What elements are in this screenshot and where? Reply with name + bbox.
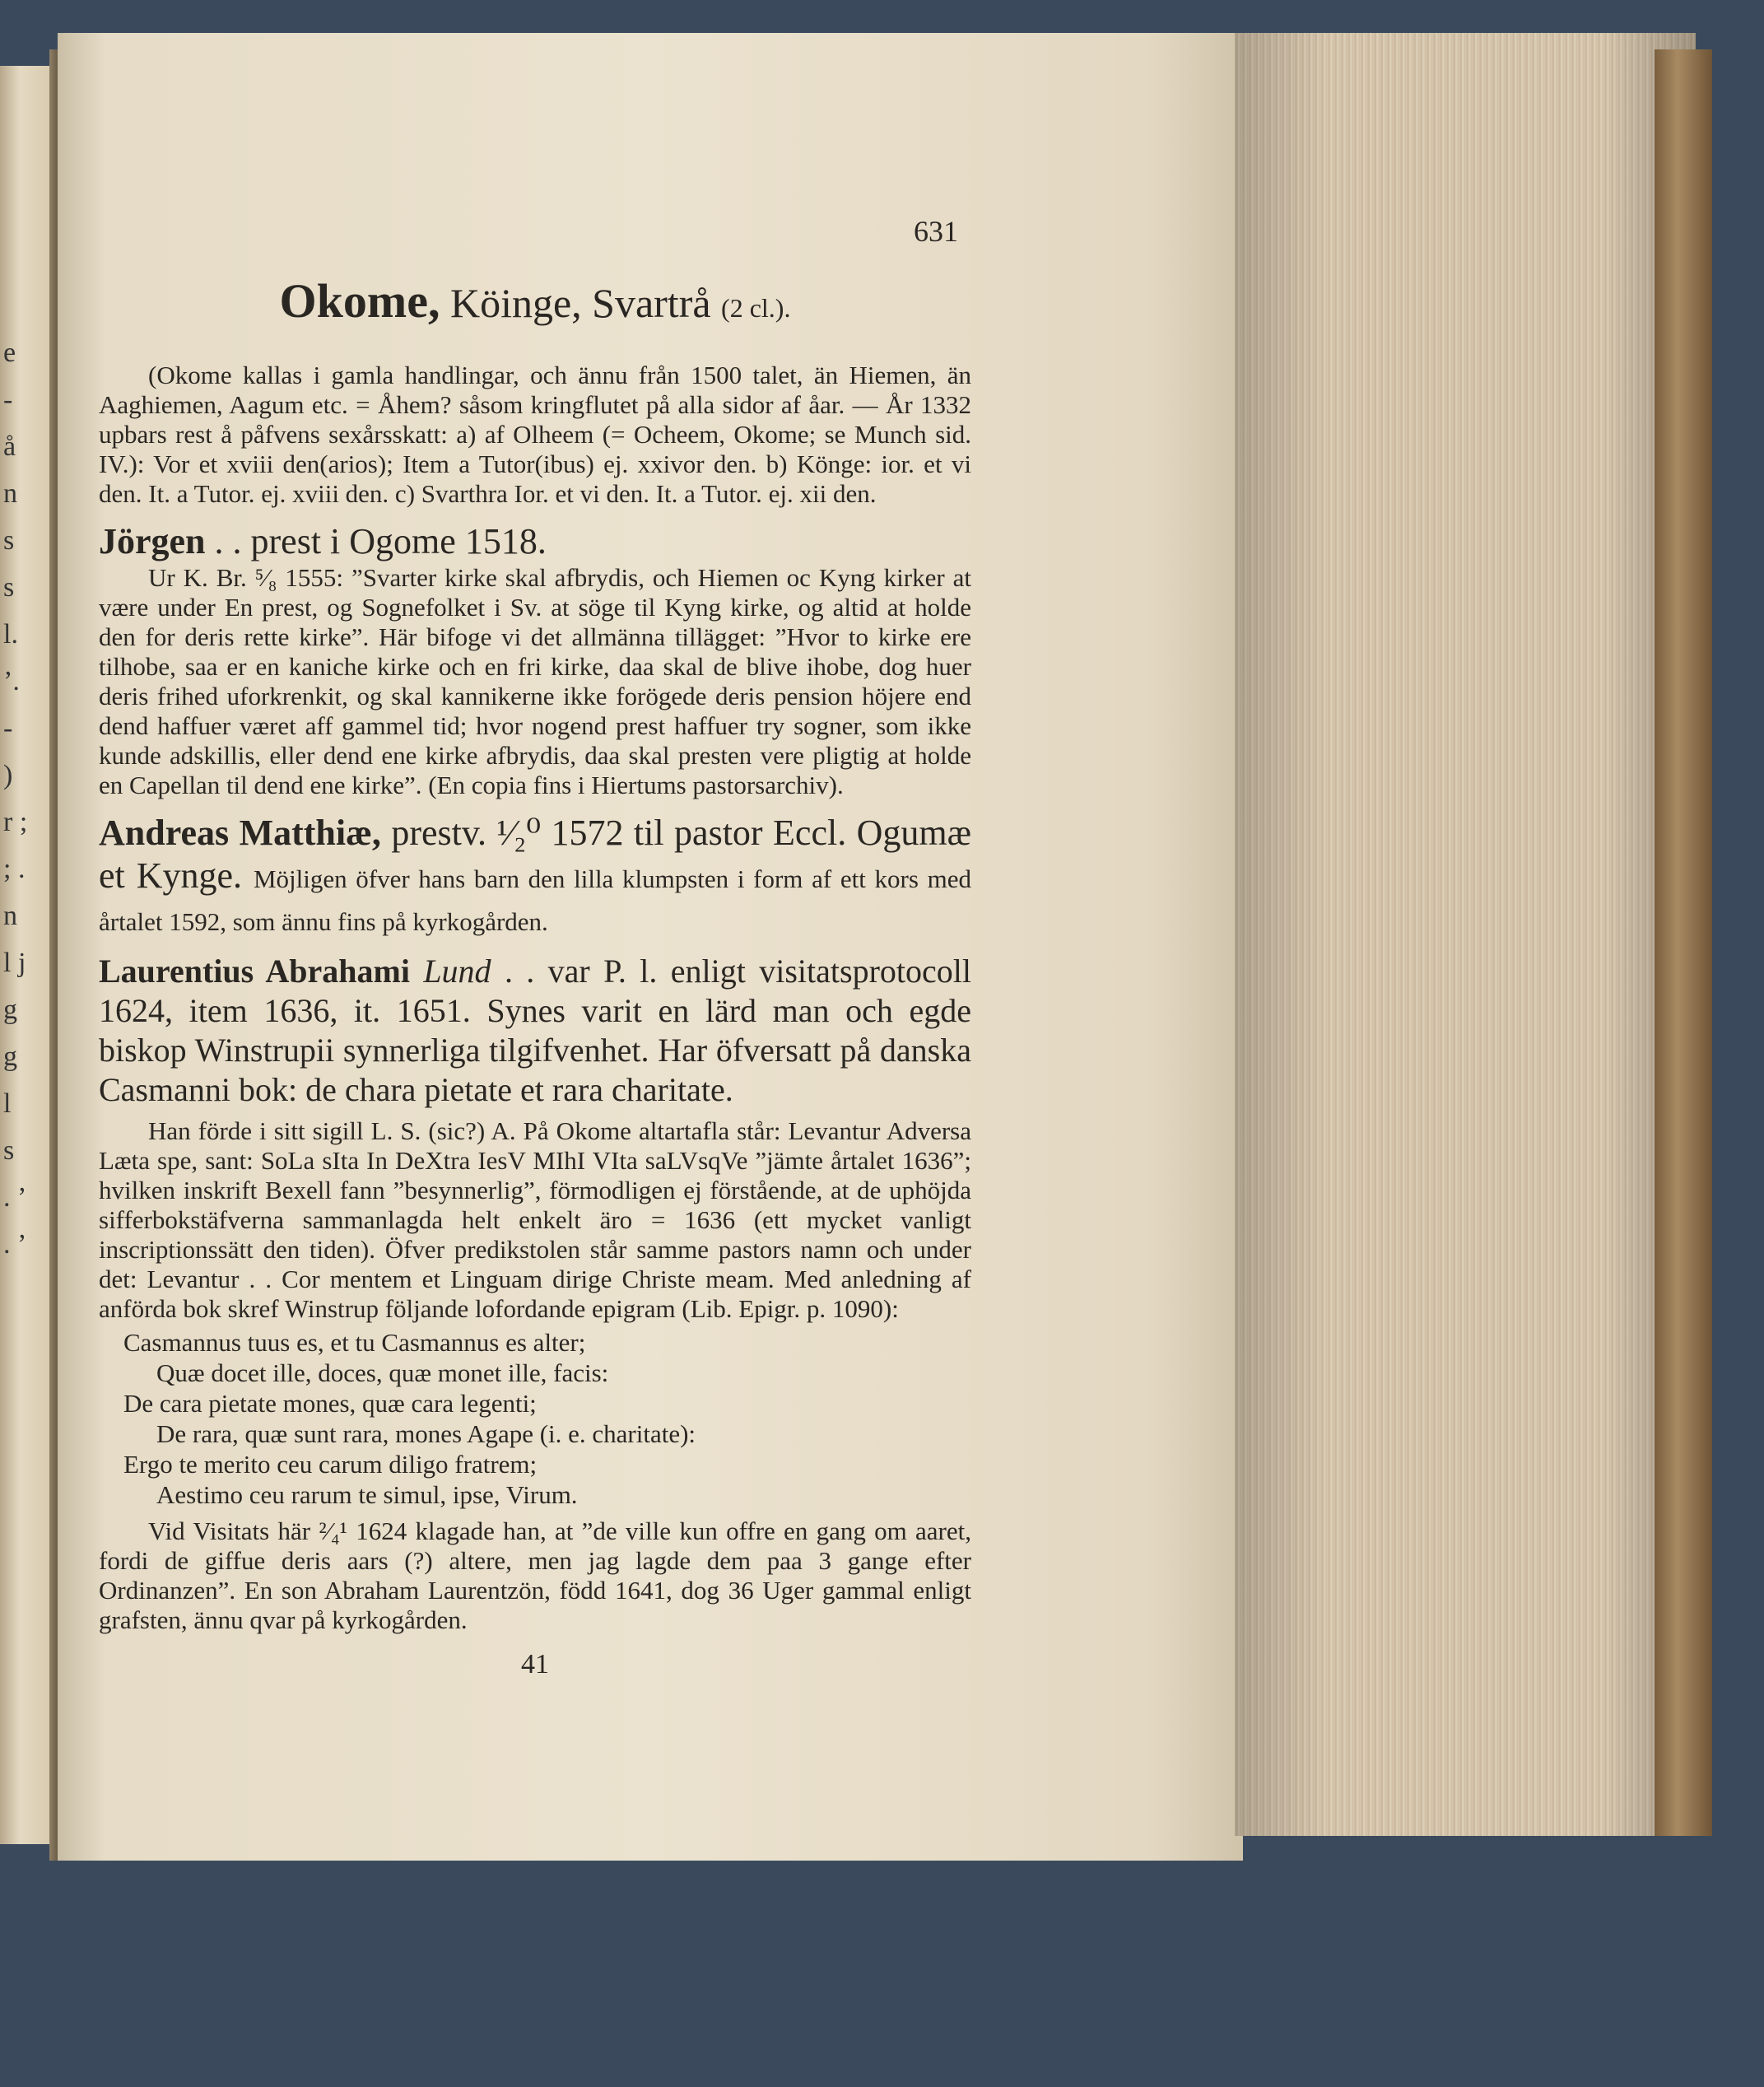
parish-heading: [99, 274, 971, 333]
background: [0, 1861, 1764, 2087]
book-cover: [1655, 49, 1712, 1836]
epigram-line: De cara pietate mones, quæ cara legenti;: [123, 1389, 537, 1418]
intro-paragraph: (Okome kallas i gamla handlingar, och ännu från 1500 talet, än Hiemen, än Aaghiemen, Aagum etc. = Åhem? såsom kringflutet på alla sidor af åar. — År 1332 upbars rest å påfvens sexårsskatt: a) af Olheem (= Ocheem, Okome; se Munch sid. IV.): Vor et xviii den(arios); Item a Tutor(ibus) ej. xxivor den. b) Könge: ior. et vi den. It. a Tutor. ej. xviii den. c) Svarthra Ior. et vi den. It. a Tutor. ej. xii den.: [99, 361, 971, 508]
epigram-line: Ergo te merito ceu carum diligo fratrem;: [123, 1450, 538, 1479]
page-number: 631: [914, 215, 958, 248]
entry-jorgen-name: Jörgen: [99, 521, 206, 561]
epigram-line: De rara, quæ sunt rara, mones Agape (i. e. charitate):: [156, 1419, 696, 1448]
epigram-line: Aestimo ceu rarum te simul, ipse, Virum.: [156, 1480, 578, 1509]
entry-andreas-title: [99, 812, 971, 940]
epigram-line: Casmannus tuus es, et tu Casmannus es alter;: [123, 1328, 586, 1357]
entry-laurentius-name: Laurentius Abrahami: [99, 953, 410, 990]
previous-page-edge: [0, 66, 49, 1844]
entry-andreas-body: Möjligen öfver hans barn den lilla klumpsten i form af ett kors med årtalet 1592, som ännu fins på kyrkogården.: [99, 864, 971, 936]
parish-class: (2 cl.).: [721, 293, 791, 323]
annex-parishes: Köinge, Svartrå: [449, 280, 711, 326]
previous-page-fragment: e - å n s s l. ’. - ) r ; ; . n l j g g l s . ’ . ’: [3, 338, 28, 1260]
entry-laurentius-surname: Lund: [423, 953, 491, 990]
entry-laurentius-body: . . var P. l. enligt visitatsprotocoll 1624, item 1636, it. 1651. Synes varit en lärd man och egde biskop Winstrupii synnerliga tilgifvenhet. Har öfversatt på danska Casmanni bok: de chara pietate et rara charitate.: [99, 953, 972, 1108]
entry-jorgen-title-rest: . . prest i Ogome 1518.: [214, 521, 547, 561]
entry-andreas-name: Andreas Matthiæ,: [99, 813, 381, 853]
epigram-line: Quæ docet ille, doces, quæ monet ille, facis:: [156, 1358, 609, 1387]
closing-paragraph: Vid Visitats här ²⁄₄¹ 1624 klagade han, at ”de ville kun offre en gang om aaret, fordi de giffue deris aars (?) altere, men jag lagde dem paa 3 gange efter Ordinanzen”. En son Abraham Laurentzön, född 1641, dog 36 Uger gammal enligt grafsten, ännu qvar på kyrkogården.: [99, 1516, 971, 1634]
parish-name: Okome,: [279, 274, 440, 328]
signature-mark: 41: [521, 1649, 549, 1679]
epigram: [99, 1327, 971, 1510]
page-edges-shade: [1235, 33, 1696, 1836]
entry-laurentius-note: Han förde i sitt sigill L. S. (sic?) A. På Okome altartafla står: Levantur Adversa Læta spe, sant: SoLa sIta In DeXtra IesV MIhI VIta saLVsqVe ”jämte årtalet 1636”; hvilken inskrift Bexell fann ”besynnerlig”, förmodligen ej förstående, at de uphöjda sifferbokstäfverna sammanlagda helt enkelt äro = 1636 (ett mycket vanligt inscriptionssätt den tiden). Öfver predikstolen står samme pastors namn och under det: Levantur . . Cor mentem et Linguam dirige Christe meam. Med anledning af anförda bok skref Winstrup följande lofordande epigram (Lib. Epigr. p. 1090):: [99, 1116, 971, 1323]
entry-andreas-title-rest: prestv. ¹⁄₂⁰ 1572 til pastor Eccl. Ogumæ et Kynge.: [99, 813, 971, 896]
entry-jorgen-body: Ur K. Br. ⁵⁄₈ 1555: ”Svarter kirke skal afbrydis, och Hiemen oc Kyng kirker at være under En prest, og Sognefolket i Sv. at söge til Kyng kirke, og altid at holde den for deris rette kirke”. Här bifoge vi det allmänna tillägget: ”Hvor to kirke ere tilhobe, saa er en kaniche kirke och en fri kirke, daa skal de blive ihobe, dog huer deris frihed uforkrenkit, og skal kannikerne ikke forögede deris pension höjere end dend haffuer været aff gammel tid; hvor nogend prest haffuer try sogner, som ikke kunde adskillis, eller dend ene kirke afbrydis, daa skal presten vere pligtig at holde en Capellan til dend ene kirke”. (En copia fins i Hiertums pastorsarchiv).: [99, 563, 971, 799]
page-text: [99, 206, 971, 1681]
entry-jorgen-title: [99, 520, 971, 563]
entry-laurentius: [99, 952, 971, 1110]
book-gutter: [49, 49, 58, 1861]
